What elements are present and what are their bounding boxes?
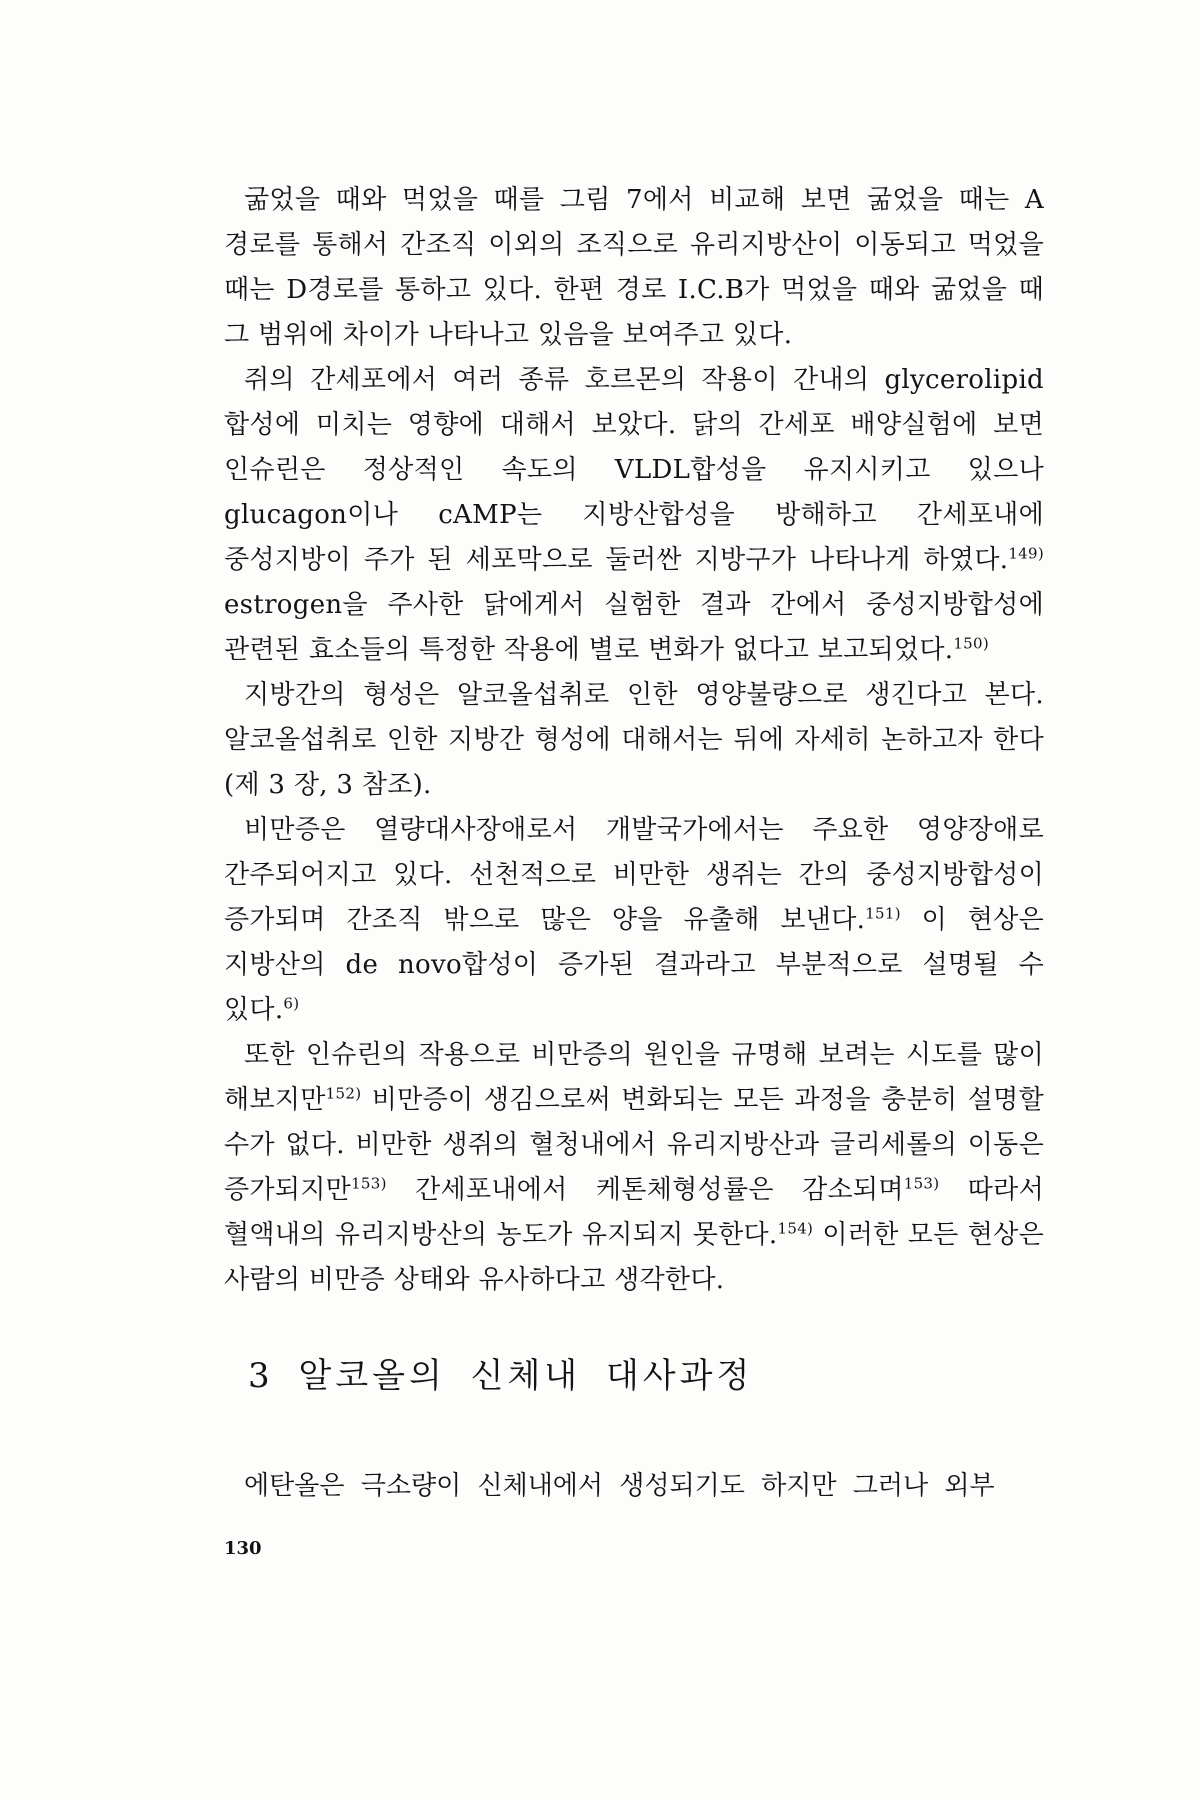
footnote-reference: 151): [865, 904, 901, 923]
paragraph: [224, 358, 1044, 673]
closing-line: 에탄올은 극소량이 신체내에서 생성되기도 하지만 그러나 외부: [244, 1471, 995, 1501]
paragraph: [224, 1033, 1044, 1303]
paragraph-text: 지방간의 형성은 알코올섭취로 인한 영양불량으로 생긴다고 본다. 알코올섭취로 인한 지방간 형성에 대해서는 뒤에 자세히 논하고자 한다(제 3 장, 3 참조).: [224, 680, 1044, 800]
paragraph-text: 비만증이 생김으로써 변화되는 모든 과정을 충분히 설명할 수가 없다. 비만한 생쥐의 혈청내에서 유리지방산과 글리세롤의 이동은 증가되지만: [224, 1085, 1044, 1205]
paragraph: [224, 808, 1044, 1033]
paragraph-text: 비만증은 열량대사장애로서 개발국가에서는 주요한 영양장애로 간주되어지고 있다. 선천적으로 비만한 생쥐는 간의 중성지방합성이 증가되며 간조직 밖으로 많은 양을 유출해 보낸다.: [224, 815, 1044, 935]
body-text: [224, 178, 1044, 1303]
page-number: 130: [224, 1538, 262, 1559]
section-heading: 3 알코올의 신체내 대사과정: [248, 1356, 754, 1396]
paragraph-text: estrogen을 주사한 닭에게서 실험한 결과 간에서 중성지방합성에 관련된 효소들의 특정한 작용에 별로 변화가 없다고 보고되었다.: [224, 590, 1044, 665]
footnote-reference: 154): [777, 1219, 814, 1238]
paragraph: [224, 673, 1044, 808]
paragraph-text: 굶었을 때와 먹었을 때를 그림 7에서 비교해 보면 굶었을 때는 A 경로를 통해서 간조직 이외의 조직으로 유리지방산이 이동되고 먹었을 때는 D경로를 통하고 있다. 한편 경로 I.C.B가 먹었을 때와 굶었을 때 그 범위에 차이가 나타나고 있음을 보여주고 있다.: [224, 185, 1044, 350]
footnote-reference: 152): [325, 1084, 362, 1103]
footnote-reference: 153): [903, 1174, 940, 1193]
footnote-reference: 6): [283, 994, 300, 1013]
paragraph-text: 쥐의 간세포에서 여러 종류 호르몬의 작용이 간내의 glycerolipid 합성에 미치는 영향에 대해서 보았다. 닭의 간세포 배양실험에 보면 인슈린은 정상적인 속도의 VLDL합성을 유지시키고 있으나 glucagon이나 cAMP는 지방산합성을 방해하고 간세포내에 중성지방이 주가 된 세포막으로 둘러싼 지방구가 나타나게 하였다.: [224, 365, 1044, 575]
footnote-reference: 150): [953, 634, 990, 653]
paragraph-text: 간세포내에서 케톤체형성률은 감소되며: [386, 1175, 904, 1205]
paragraph-text: 이 현상은 지방산의 de novo합성이 증가된 결과라고 부분적으로 설명될 수 있다.: [224, 905, 1044, 1025]
paragraph-text: 또한 인슈린의 작용으로 비만증의 원인을 규명해 보려는 시도를 많이 해보지만: [224, 1040, 1044, 1115]
footnote-reference: 153): [351, 1174, 387, 1193]
paragraph-text: 따라서 혈액내의 유리지방산의 농도가 유지되지 못한다.: [224, 1175, 1044, 1250]
paragraph-text: 이러한 모든 현상은 사람의 비만증 상태와 유사하다고 생각한다.: [224, 1220, 1044, 1295]
paragraph: [224, 178, 1044, 358]
footnote-reference: 149): [1008, 544, 1044, 563]
